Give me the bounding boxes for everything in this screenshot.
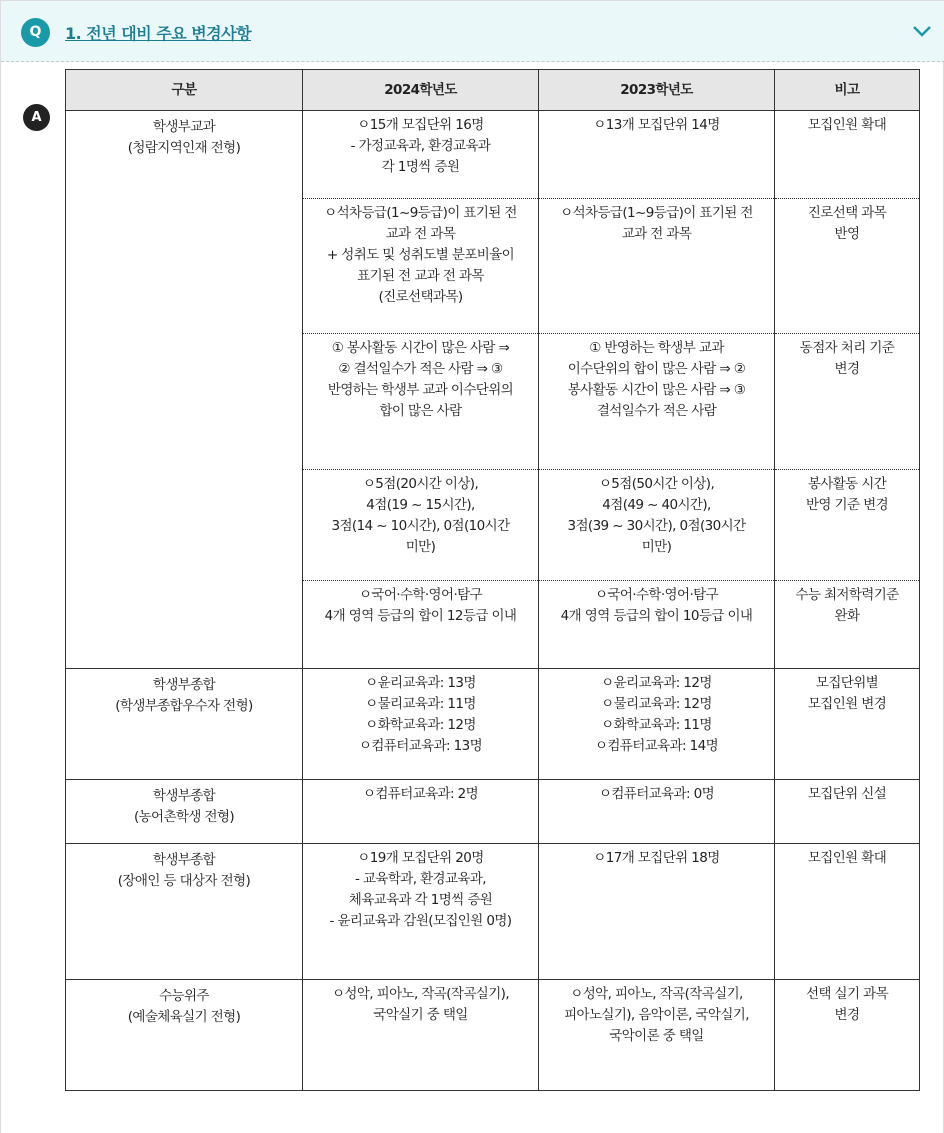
year-2023-cell: ㅇ17개 모집단위 18명 [539,844,775,980]
year-2023-cell: ㅇ13개 모집단위 14명 [539,111,775,199]
year-2024-cell: ㅇ컴퓨터교육과: 2명 [303,780,539,844]
changes-table [65,69,920,1091]
year-2024-cell: ㅇ19개 모집단위 20명 - 교육학과, 환경교육과, 체육교육과 각 1명씩 증원 - 윤리교육과 감원(모집인원 0명) [303,844,539,980]
category-cell: 학생부종합 (농어촌학생 전형) [66,780,303,844]
table-row [66,780,920,844]
note-cell: 수능 최저학력기준 완화 [775,581,920,669]
header-2024: 2024학년도 [303,70,539,111]
category-cell: 학생부교과 (청람지역인재 전형) [66,111,303,669]
year-2023-cell: ㅇ윤리교육과: 12명 ㅇ물리교육과: 12명 ㅇ화학교육과: 11명 ㅇ컴퓨터교육과: 14명 [539,669,775,780]
question-title-link[interactable]: 1. 전년 대비 주요 변경사항 [65,24,252,43]
year-2024-cell: ㅇ5점(20시간 이상), 4점(19 ~ 15시간), 3점(14 ~ 10시간), 0점(10시간 미만) [303,470,539,581]
note-cell: 진로선택 과목 반영 [775,199,920,334]
year-2023-cell: ㅇ5점(50시간 이상), 4점(49 ~ 40시간), 3점(39 ~ 30시간), 0점(30시간 미만) [539,470,775,581]
question-badge: Q [21,18,50,47]
year-2024-cell: ㅇ국어·수학·영어·탐구 4개 영역 등급의 합이 12등급 이내 [303,581,539,669]
year-2023-cell: ① 반영하는 학생부 교과 이수단위의 합이 많은 사람 ⇒ ② 봉사활동 시간이 많은 사람 ⇒ ③ 결석일수가 적은 사람 [539,334,775,470]
note-cell: 모집인원 확대 [775,111,920,199]
category-cell: 학생부종합 (장애인 등 대상자 전형) [66,844,303,980]
year-2024-cell: ㅇ성악, 피아노, 작곡(작곡실기), 국악실기 중 택일 [303,980,539,1091]
note-cell: 봉사활동 시간 반영 기준 변경 [775,470,920,581]
table-row [66,980,920,1091]
header-category: 구분 [66,70,303,111]
year-2023-cell: ㅇ국어·수학·영어·탐구 4개 영역 등급의 합이 10등급 이내 [539,581,775,669]
answer-badge: A [23,104,50,131]
note-cell: 모집단위 신설 [775,780,920,844]
note-cell: 모집단위별 모집인원 변경 [775,669,920,780]
year-2024-cell: ① 봉사활동 시간이 많은 사람 ⇒ ② 결석일수가 적은 사람 ⇒ ③ 반영하는 학생부 교과 이수단위의 합이 많은 사람 [303,334,539,470]
note-cell: 모집인원 확대 [775,844,920,980]
chevron-down-icon[interactable] [911,21,933,41]
note-cell: 선택 실기 과목 변경 [775,980,920,1091]
year-2024-cell: ㅇ윤리교육과: 13명 ㅇ물리교육과: 11명 ㅇ화학교육과: 12명 ㅇ컴퓨터교육과: 13명 [303,669,539,780]
table-row [66,669,920,780]
table-row [66,844,920,980]
table-row [66,111,920,199]
year-2024-cell: ㅇ석차등급(1~9등급)이 표기된 전 교과 전 과목 + 성취도 및 성취도별 분포비율이 표기된 전 교과 전 과목 (진로선택과목) [303,199,539,334]
question-header[interactable] [1,0,944,62]
table-header-row [66,70,920,111]
header-2023: 2023학년도 [539,70,775,111]
category-cell: 수능위주 (예술체육실기 전형) [66,980,303,1091]
note-cell: 동점자 처리 기준 변경 [775,334,920,470]
header-note: 비고 [775,70,920,111]
category-cell: 학생부종합 (학생부종합우수자 전형) [66,669,303,780]
year-2024-cell: ㅇ15개 모집단위 16명 - 가정교육과, 환경교육과 각 1명씩 증원 [303,111,539,199]
year-2023-cell: ㅇ석차등급(1~9등급)이 표기된 전 교과 전 과목 [539,199,775,334]
year-2023-cell: ㅇ성악, 피아노, 작곡(작곡실기, 피아노실기), 음악이론, 국악실기, 국악이론 중 택일 [539,980,775,1091]
year-2023-cell: ㅇ컴퓨터교육과: 0명 [539,780,775,844]
